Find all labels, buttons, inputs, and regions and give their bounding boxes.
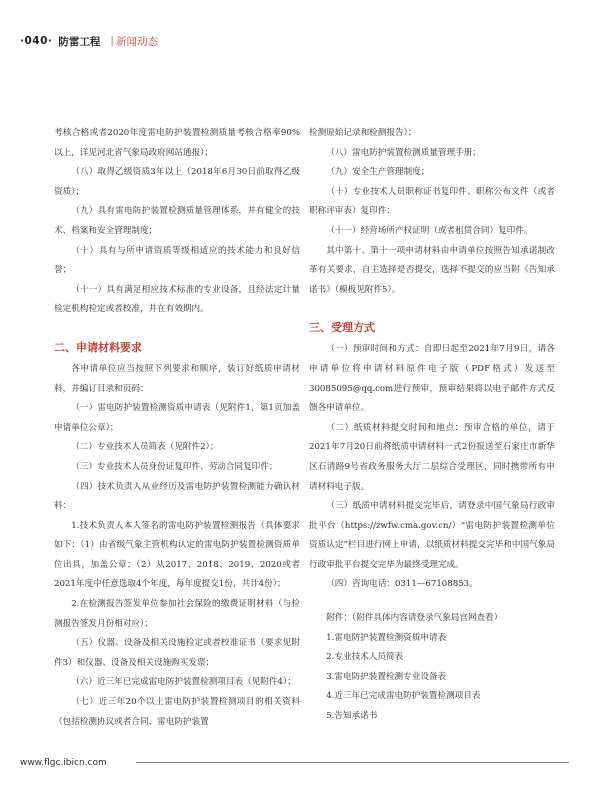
paragraph: 1.技术负责人本人签名的雷电防护装置检测报告（具体要求如下：（1）由省级气象主管机构认定的雷电防护装置检测资质单位出具，加盖公章；（2）从2017、2018、2019、2020或者2021年度中任意选取4个年度，每年度提交1份，共计4份）； bbox=[54, 520, 300, 590]
left-column bbox=[54, 124, 300, 732]
section-title: 新闻动态 bbox=[115, 35, 158, 48]
footer-divider bbox=[136, 762, 569, 763]
paragraph: （十一）具有满足相应技术标准的专业设备，且经法定计量检定机构检定或者校准，并在有效期内。 bbox=[54, 284, 300, 315]
paragraph: （二）专业技术人员简表（见附件2）； bbox=[71, 442, 219, 453]
right-column bbox=[309, 124, 555, 727]
paragraph: （三）专业技术人员身份证复印件、劳动合同复印件； bbox=[71, 461, 278, 472]
magazine-title: 防雷工程 bbox=[58, 35, 101, 48]
paragraph: （一）雷电防护装置检测资质申请表（见附件1，第1页加盖申请单位公章）； bbox=[54, 403, 300, 433]
paragraph: （十）专业技术人员职称证书复印件、职称公布文件（或者职称评审表）复印件； bbox=[309, 186, 555, 217]
paragraph: （六）近三年已完成雷电防护装置检测项目表（见附件4）； bbox=[71, 677, 296, 688]
section-heading: 二、申请材料要求 bbox=[54, 340, 142, 354]
footer-url[interactable]: www.flgc.ibicn.com bbox=[20, 758, 107, 768]
paragraph: 各申请单位应当按照下列要求和顺序，装订好纸质申请材料，并编订目录和页码： bbox=[54, 363, 300, 394]
header-divider: | bbox=[110, 35, 114, 47]
paragraph: （四）技术负责人从业经历及雷电防护装置检测能力确认材料： bbox=[54, 481, 300, 512]
paragraph: （五）仪器、设备及相关设施检定或者校准证书（要求见附件3）和仪器、设备及相关设施购买发票； bbox=[54, 638, 300, 668]
paragraph: 其中第十、第十一项申请材料由申请单位按照告知承诺制改革有关要求，自主选择是否提交，选择不提交的应当附《告知承诺书》（模板见附件5）。 bbox=[309, 245, 555, 295]
attachment-item: 4.近三年已完成雷电防护装置检测项目表 bbox=[326, 691, 481, 702]
paragraph: （十）具有与所申请资质等级相适应的技术能力和良好信誉； bbox=[54, 245, 300, 276]
paragraph: （十一）经营场所产权证明（或者租赁合同）复印件。 bbox=[326, 225, 533, 236]
paragraph: （四）咨询电话：0311—67108853。 bbox=[326, 579, 478, 590]
paragraph: （八）取得乙级资质3年以上（2018年6月30日前取得乙级资质）； bbox=[54, 167, 300, 197]
paragraph: 考核合格或者2020年度雷电防护装置检测质量考核合格率90%以上，详见河北省气象局政府网站通报）； bbox=[54, 128, 300, 158]
section-heading: 三、受理方式 bbox=[309, 321, 375, 335]
paragraph: （九）安全生产管理制度； bbox=[326, 167, 430, 178]
attachment-item: 2.专业技术人员简表 bbox=[326, 652, 404, 663]
attachments-title: 附件：（附件具体内容请登录气象局官网查看） bbox=[326, 613, 503, 624]
paragraph: （七）近三年20个以上雷电防护装置检测项目的相关资料（包括检测协议或者合同、雷电防护装置 bbox=[54, 697, 300, 727]
paragraph: 检测原始记录和检测报告）； bbox=[309, 128, 417, 138]
paragraph: （八）雷电防护装置检测质量管理手册； bbox=[326, 147, 481, 158]
page-header bbox=[20, 31, 158, 51]
paragraph: （二）纸质材料提交时间和地点：预审合格的单位，请于2021年7月20日前将纸质申请材料一式2份报送至石家庄市新华区石清路9号省政务服务大厅二层综合受理区，同时携带所有申请材料电子版。 bbox=[309, 422, 555, 492]
attachment-item: 3.雷电防护装置检测专业设备表 bbox=[326, 671, 447, 682]
attachment-item: 1.雷电防护装置检测资质申请表 bbox=[326, 632, 447, 643]
page-number: ·040· bbox=[20, 35, 53, 47]
paragraph: 2.在检测报告签发单位参加社会保险的缴费证明材料（与检测报告签发月份相对应）； bbox=[54, 599, 300, 629]
paragraph: （九）具有雷电防护装置检测质量管理体系，并有健全的技术、档案和安全管理制度； bbox=[54, 206, 300, 236]
attachment-item: 5.告知承诺书 bbox=[326, 711, 378, 722]
paragraph: （一）预审时间和方式：自即日起至2021年7月9日，请各申请单位将申请材料原件电子版（PDF格式）发送至30085095@qq.com进行预审，预审结果将以电子邮件方式反馈各申请单位。 bbox=[309, 344, 555, 414]
paragraph: （三）纸质申请材料提交完毕后，请登录中国气象局行政审批平台（https://zwfw.cma.gov.cn/）“雷电防护装置检测单位资质认定”栏目进行网上申请，以纸质材料提交完毕和中国气象局行政审批平台提交完毕为最终受理完成。 bbox=[309, 501, 555, 570]
